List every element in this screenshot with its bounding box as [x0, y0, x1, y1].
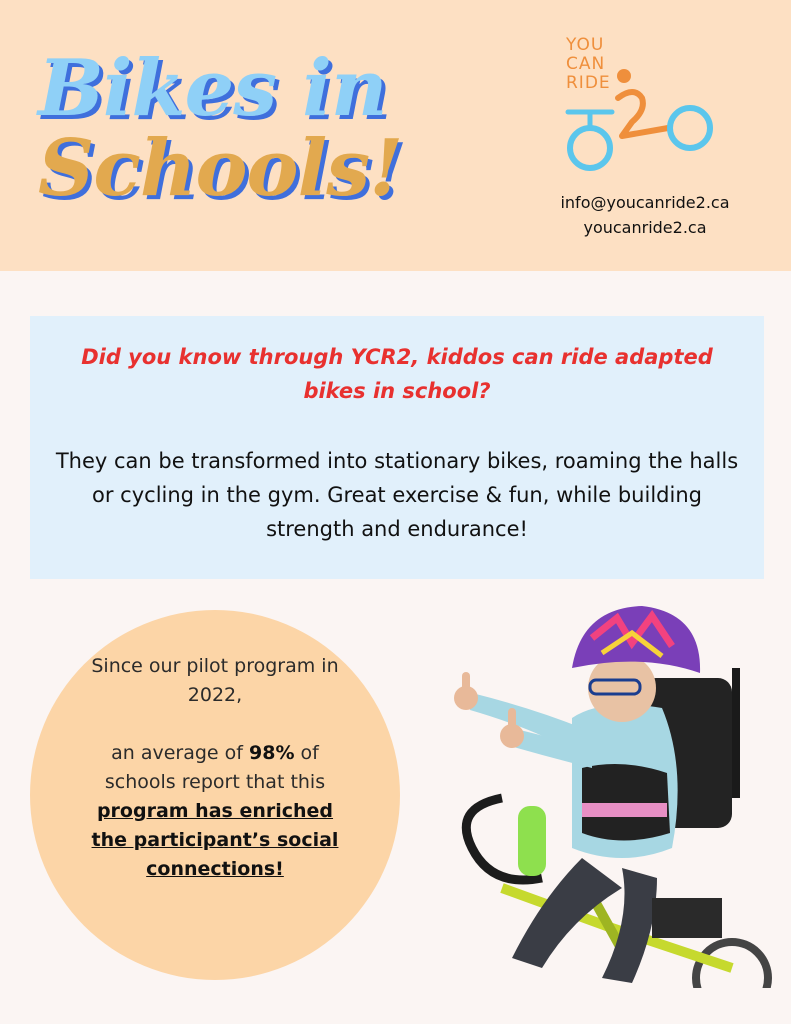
info-box: [30, 316, 764, 579]
page-title: [38, 43, 403, 214]
stat-middle: of schools report that this: [104, 742, 326, 793]
bike-rider-icon: [562, 36, 722, 176]
you-can-ride-2-logo: [562, 36, 722, 176]
stat-intro: Since our pilot program in 2022,: [91, 655, 339, 706]
website-link[interactable]: youcanride2.ca: [583, 218, 707, 237]
stat-percent: 98%: [249, 742, 295, 764]
stat-sentence: [80, 739, 350, 884]
stat-text: [80, 652, 350, 884]
stat-lead: an average of: [111, 742, 243, 764]
title-line-1: Bikes in: [38, 43, 387, 134]
child-on-adapted-bike-photo: [432, 598, 772, 988]
contact-info: [540, 190, 750, 240]
title-line-2: Schools!: [38, 123, 403, 214]
header-banner: [0, 0, 791, 271]
info-question: Did you know through YCR2, kiddos can ride adapted bikes in school?: [81, 345, 713, 403]
stat-circle: [30, 610, 400, 980]
stat-highlight: program has enriched the participant’s social connections!: [91, 800, 339, 880]
info-description: They can be transformed into stationary bikes, roaming the halls or cycling in the gym. Great exercise & fun, while building strength and endurance!: [55, 449, 739, 541]
logo-word-you: YOU: [566, 35, 605, 55]
logo-word-can: CAN: [566, 54, 606, 74]
logo-word-ride: RIDE: [566, 73, 611, 93]
email-link[interactable]: info@youcanride2.ca: [560, 193, 730, 212]
